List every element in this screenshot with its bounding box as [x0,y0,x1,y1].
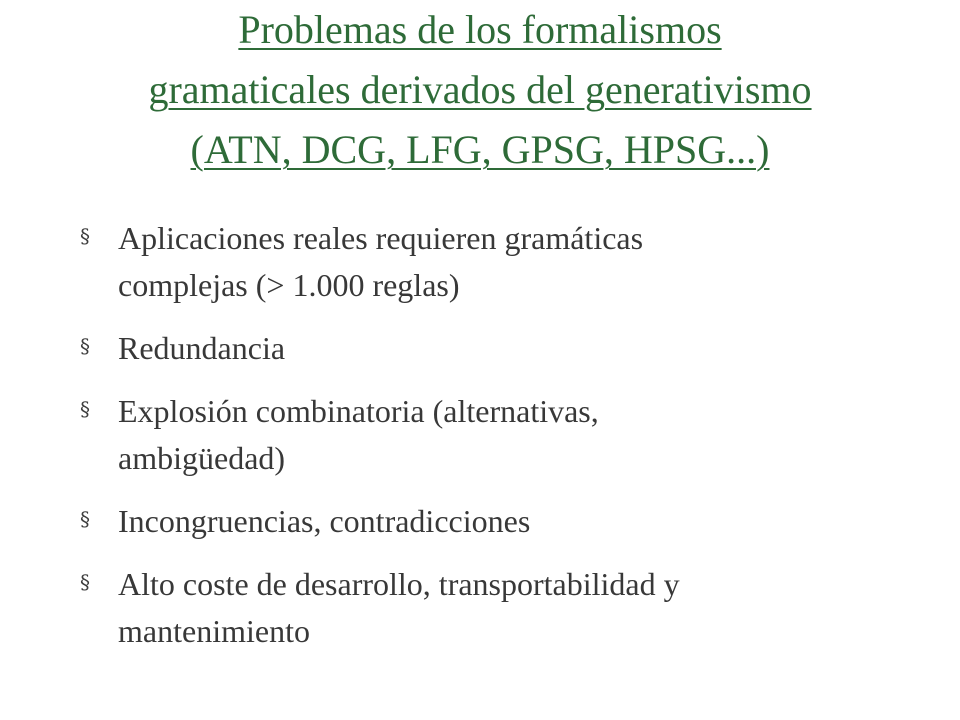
title-line: (ATN, DCG, LFG, GPSG, HPSG...) [190,127,770,172]
bullet-marker-icon: § [80,224,90,248]
bullet-text [118,393,599,476]
bullet-line: complejas (> 1.000 reglas) [118,267,460,303]
bullet-item [80,561,920,655]
bullet-line: ambigüedad) [118,440,286,476]
bullet-text [118,330,285,366]
bullet-marker-icon: § [80,507,90,531]
bullet-marker-icon: § [80,334,90,358]
title-line: Problemas de los formalismos [238,7,722,52]
bullet-marker-icon: § [80,397,90,421]
bullet-text [118,220,643,303]
bullet-marker-icon: § [80,570,90,594]
bullet-line: Alto coste de desarrollo, transportabilidad y [118,566,680,602]
bullet-list [80,215,920,671]
bullet-item [80,388,920,482]
bullet-line: Aplicaciones reales requieren gramáticas [118,220,644,256]
slide-title [40,0,920,180]
bullet-item [80,498,920,545]
bullet-line: Redundancia [118,330,286,366]
title-line: gramaticales derivados del generativismo [148,67,812,112]
bullet-item [80,325,920,372]
bullet-text [118,566,680,649]
bullet-line: mantenimiento [118,613,310,649]
bullet-line: Explosión combinatoria (alternativas, [118,393,599,429]
bullet-line: Incongruencias, contradicciones [118,503,531,539]
bullet-text [118,503,530,539]
bullet-item [80,215,920,309]
